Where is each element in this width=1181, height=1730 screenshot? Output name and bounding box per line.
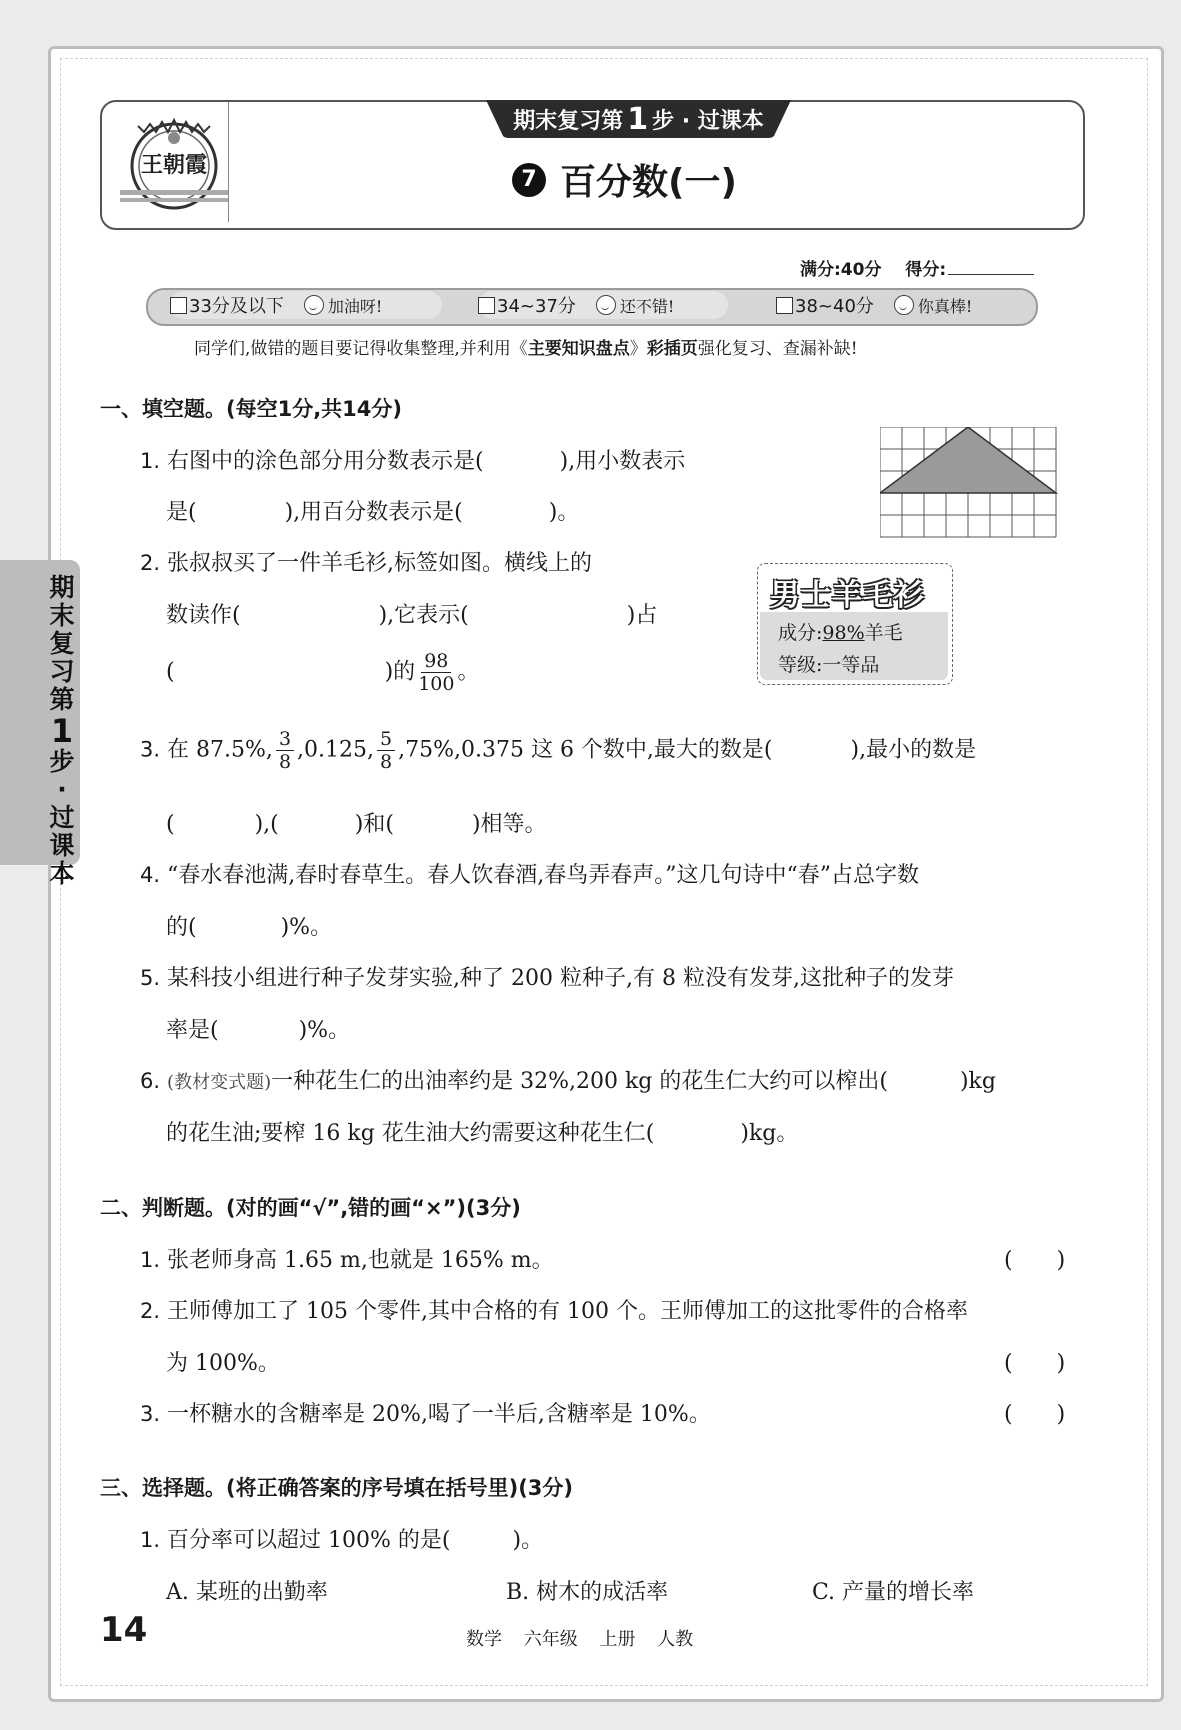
lesson-number-badge: 7 (512, 163, 546, 197)
publisher-logo (118, 108, 230, 216)
page-number: 14 (100, 1610, 148, 1650)
page-title (512, 154, 737, 205)
step-number: 1 (627, 101, 649, 137)
section-3-title: 三、选择题。(将正确答案的序号填在括号里)(3分) (100, 1476, 574, 1500)
question-2: 2. 张叔叔买了一件羊毛衫,标签如图。横线上的 (140, 551, 593, 576)
step-tab (486, 100, 791, 138)
question-6: 6. (教材变式题)一种花生仁的出油率约是 32%,200 kg 的花生仁大约可以榨出( )kg (140, 1069, 996, 1094)
rating-item: 33分及以下 加油呀! (170, 291, 442, 319)
question-1: 1. 右图中的涂色部分用分数表示是( ),用小数表示 (140, 449, 686, 474)
side-tab-text: 期末复习第 1 步·过课本 (49, 573, 75, 888)
full-score: 满分:40分 (800, 260, 882, 280)
checkbox[interactable] (478, 297, 495, 314)
option-c[interactable]: C. 产量的增长率 (812, 1580, 975, 1605)
option-b[interactable]: B. 树木的成活率 (506, 1580, 669, 1605)
choice-question-1: 1. 百分率可以超过 100% 的是( )。 (140, 1528, 544, 1553)
question-4: 4. “春水春池满,春时春草生。春人饮春酒,春鸟弄春声。”这几句诗中“春”占总字数 (140, 863, 920, 888)
step-suffix: 步 · 过课本 (652, 108, 764, 134)
answer-paren[interactable]: ( ) (1004, 1351, 1066, 1376)
footer-text: 数学 六年级 上册 人教 (466, 1629, 694, 1650)
smiley-icon (894, 295, 914, 315)
rating-item: 38~40分 你真棒! (776, 291, 1026, 319)
step-prefix: 期末复习第 (513, 108, 624, 134)
judge-question-3: 3. 一杯糖水的含糖率是 20%,喝了一半后,含糖率是 10%。 (140, 1402, 711, 1427)
option-a[interactable]: A. 某班的出勤率 (166, 1580, 328, 1605)
checkbox[interactable] (170, 297, 187, 314)
rating-item: 34~37分 还不错! (478, 291, 728, 319)
answer-paren[interactable]: ( ) (1004, 1402, 1066, 1427)
fraction-98-100: $\frac{98}{100}$ (418, 650, 455, 695)
answer-paren[interactable]: ( ) (1004, 1248, 1066, 1273)
smiley-icon (596, 295, 616, 315)
sweater-label-grade: 等级:一等品 (778, 654, 880, 676)
logo-divider (228, 102, 229, 222)
score-blank[interactable] (948, 274, 1034, 275)
judge-question-2: 2. 王师傅加工了 105 个零件,其中合格的有 100 个。王师傅加工的这批零件的合格率 (140, 1299, 968, 1324)
question-5: 5. 某科技小组进行种子发芽实验,种了 200 粒种子,有 8 粒没有发芽,这批种子的发芽 (140, 966, 954, 991)
logo-text: 王朝霞 (140, 152, 208, 178)
score-line (800, 255, 1034, 280)
shaded-triangle-grid (880, 427, 1060, 539)
sweater-label-composition: 成分:98%羊毛 (778, 622, 903, 644)
score-label: 得分: (905, 260, 947, 280)
checkbox[interactable] (776, 297, 793, 314)
judge-question-1: 1. 张老师身高 1.65 m,也就是 165% m。 (140, 1248, 554, 1273)
notice-text: 同学们,做错的题目要记得收集整理,并利用《主要知识盘点》彩插页强化复习、查漏补缺! (194, 339, 858, 359)
question-3: 3. 在 87.5%, $\frac{3}{8}$ ,0.125, $\frac{5}{8}$ ,75%,0.375 这 6 个数中,最大的数是( ),最小的数是 (140, 728, 977, 773)
smiley-icon (304, 295, 324, 315)
section-1-title: 一、填空题。(每空1分,共14分) (100, 397, 403, 421)
lesson-title: 百分数(一) (560, 162, 737, 203)
section-2-title: 二、判断题。(对的画“√”,错的画“×”)(3分) (100, 1196, 521, 1220)
sweater-label-title: 男士羊毛衫 (770, 578, 925, 613)
